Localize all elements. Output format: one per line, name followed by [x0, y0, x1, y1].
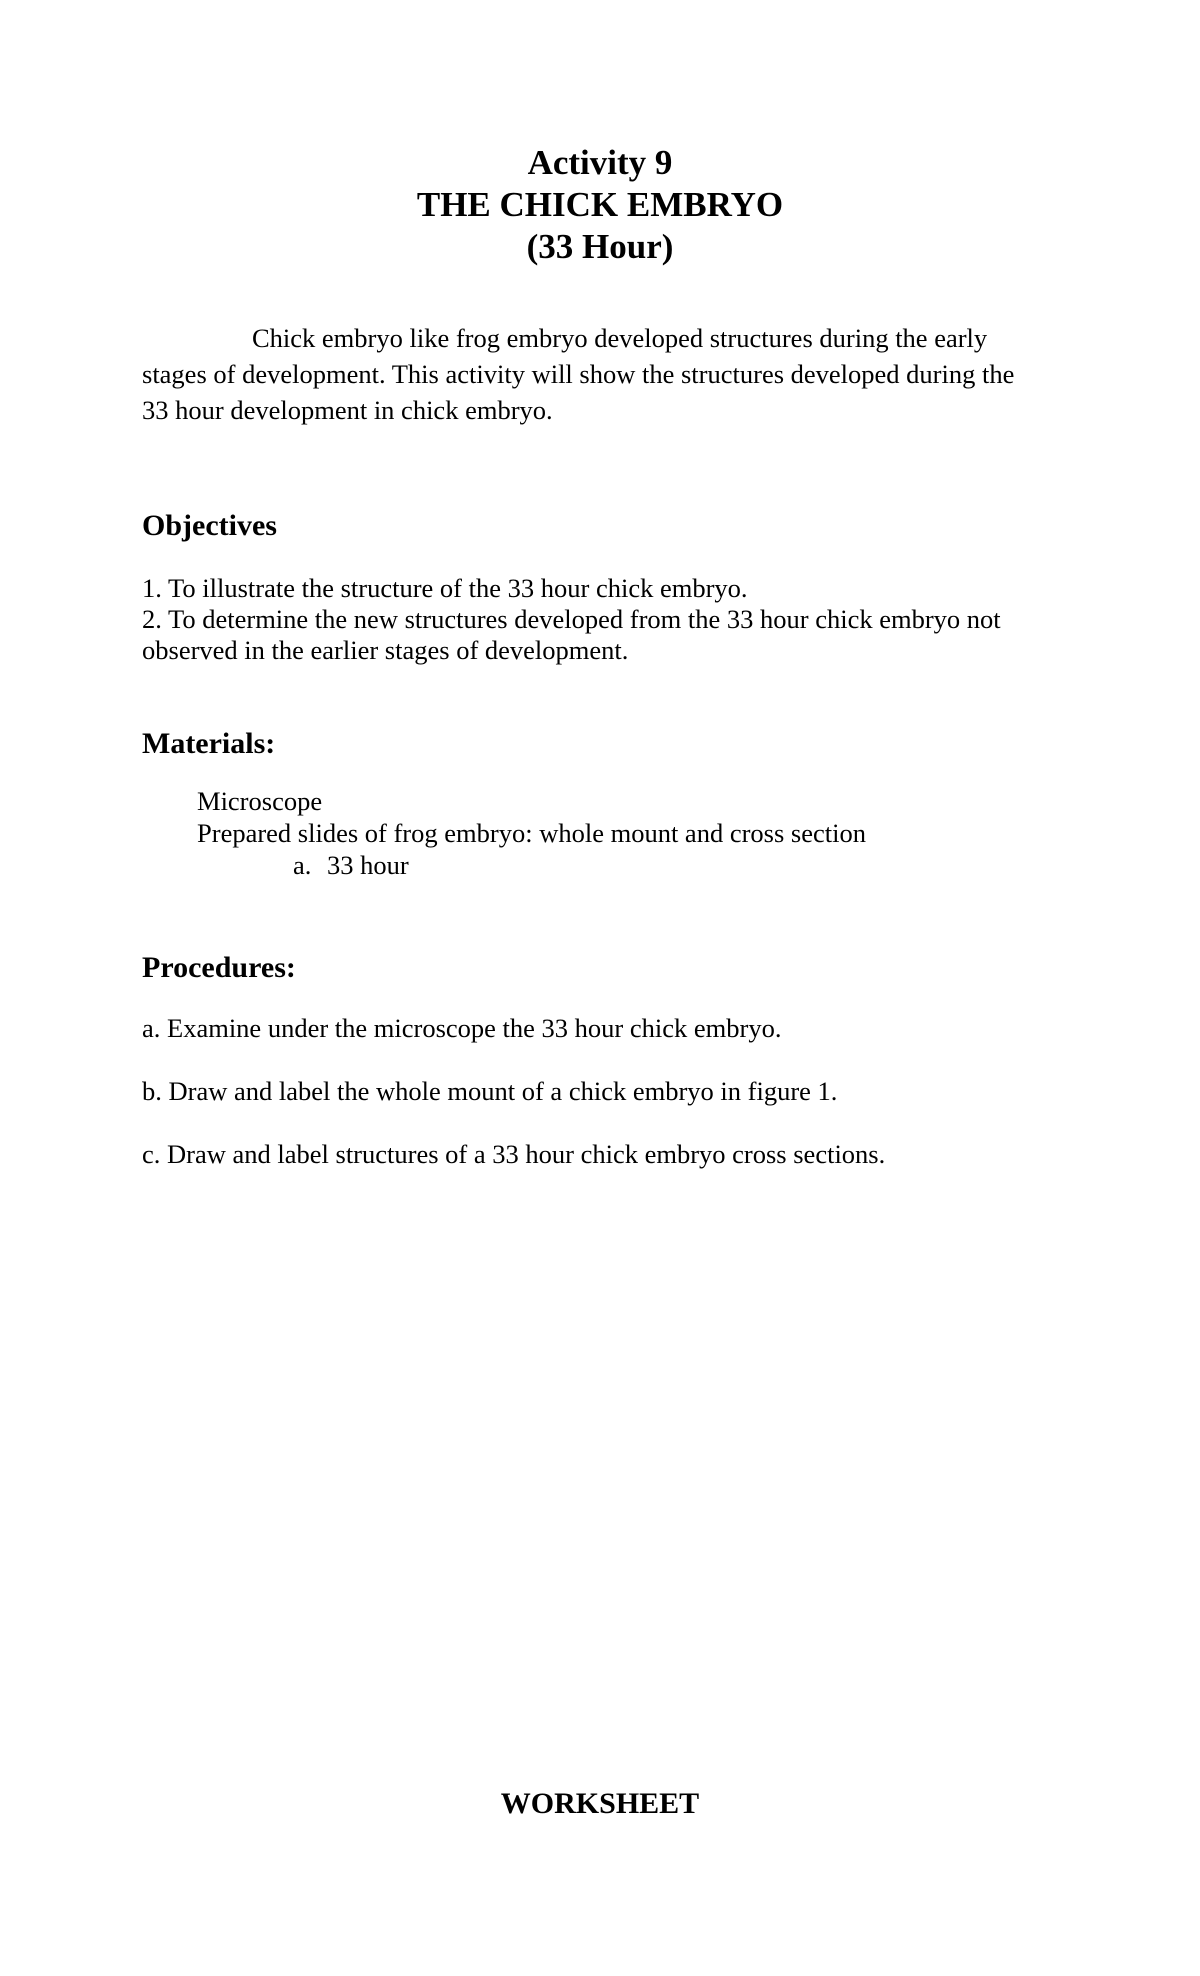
activity-number: Activity 9: [527, 143, 673, 182]
objective-item-1: 1. To illustrate the structure of the 33 hour chick embryo.: [142, 573, 748, 603]
intro-paragraph: [142, 320, 1062, 428]
procedure-step-b: b. Draw and label the whole mount of a chick embryo in figure 1.: [142, 1076, 838, 1106]
intro-line-1: Chick embryo like frog embryo developed structures during the early: [252, 323, 988, 353]
material-sub-item: [197, 849, 866, 881]
procedure-step-a: a. Examine under the microscope the 33 hour chick embryo.: [142, 1013, 782, 1043]
material-item-microscope: Microscope: [197, 786, 323, 816]
objective-item-2-line-1: 2. To determine the new structures developed from the 33 hour chick embryo not: [142, 604, 1001, 634]
materials-list: [197, 785, 866, 881]
objectives-list: [142, 573, 1082, 666]
worksheet-heading: WORKSHEET: [500, 1787, 700, 1820]
procedure-step-c: c. Draw and label structures of a 33 hour chick embryo cross sections.: [142, 1139, 886, 1169]
material-item-slides: Prepared slides of frog embryo: whole mount and cross section: [197, 818, 866, 848]
intro-line-3: 33 hour development in chick embryo.: [142, 395, 553, 425]
objective-item-2-line-2: observed in the earlier stages of development.: [142, 635, 629, 665]
sub-item-marker: a.: [293, 850, 312, 880]
title-block: [0, 142, 1200, 268]
activity-title: THE CHICK EMBRYO: [416, 185, 784, 224]
objectives-heading: Objectives: [142, 509, 277, 542]
intro-line-2: stages of development. This activity will show the structures developed during the: [142, 359, 1015, 389]
procedures-heading: Procedures:: [142, 951, 296, 984]
materials-heading: Materials:: [142, 727, 276, 760]
activity-subtitle: (33 Hour): [526, 227, 674, 266]
sub-item-text: 33 hour: [327, 850, 409, 880]
